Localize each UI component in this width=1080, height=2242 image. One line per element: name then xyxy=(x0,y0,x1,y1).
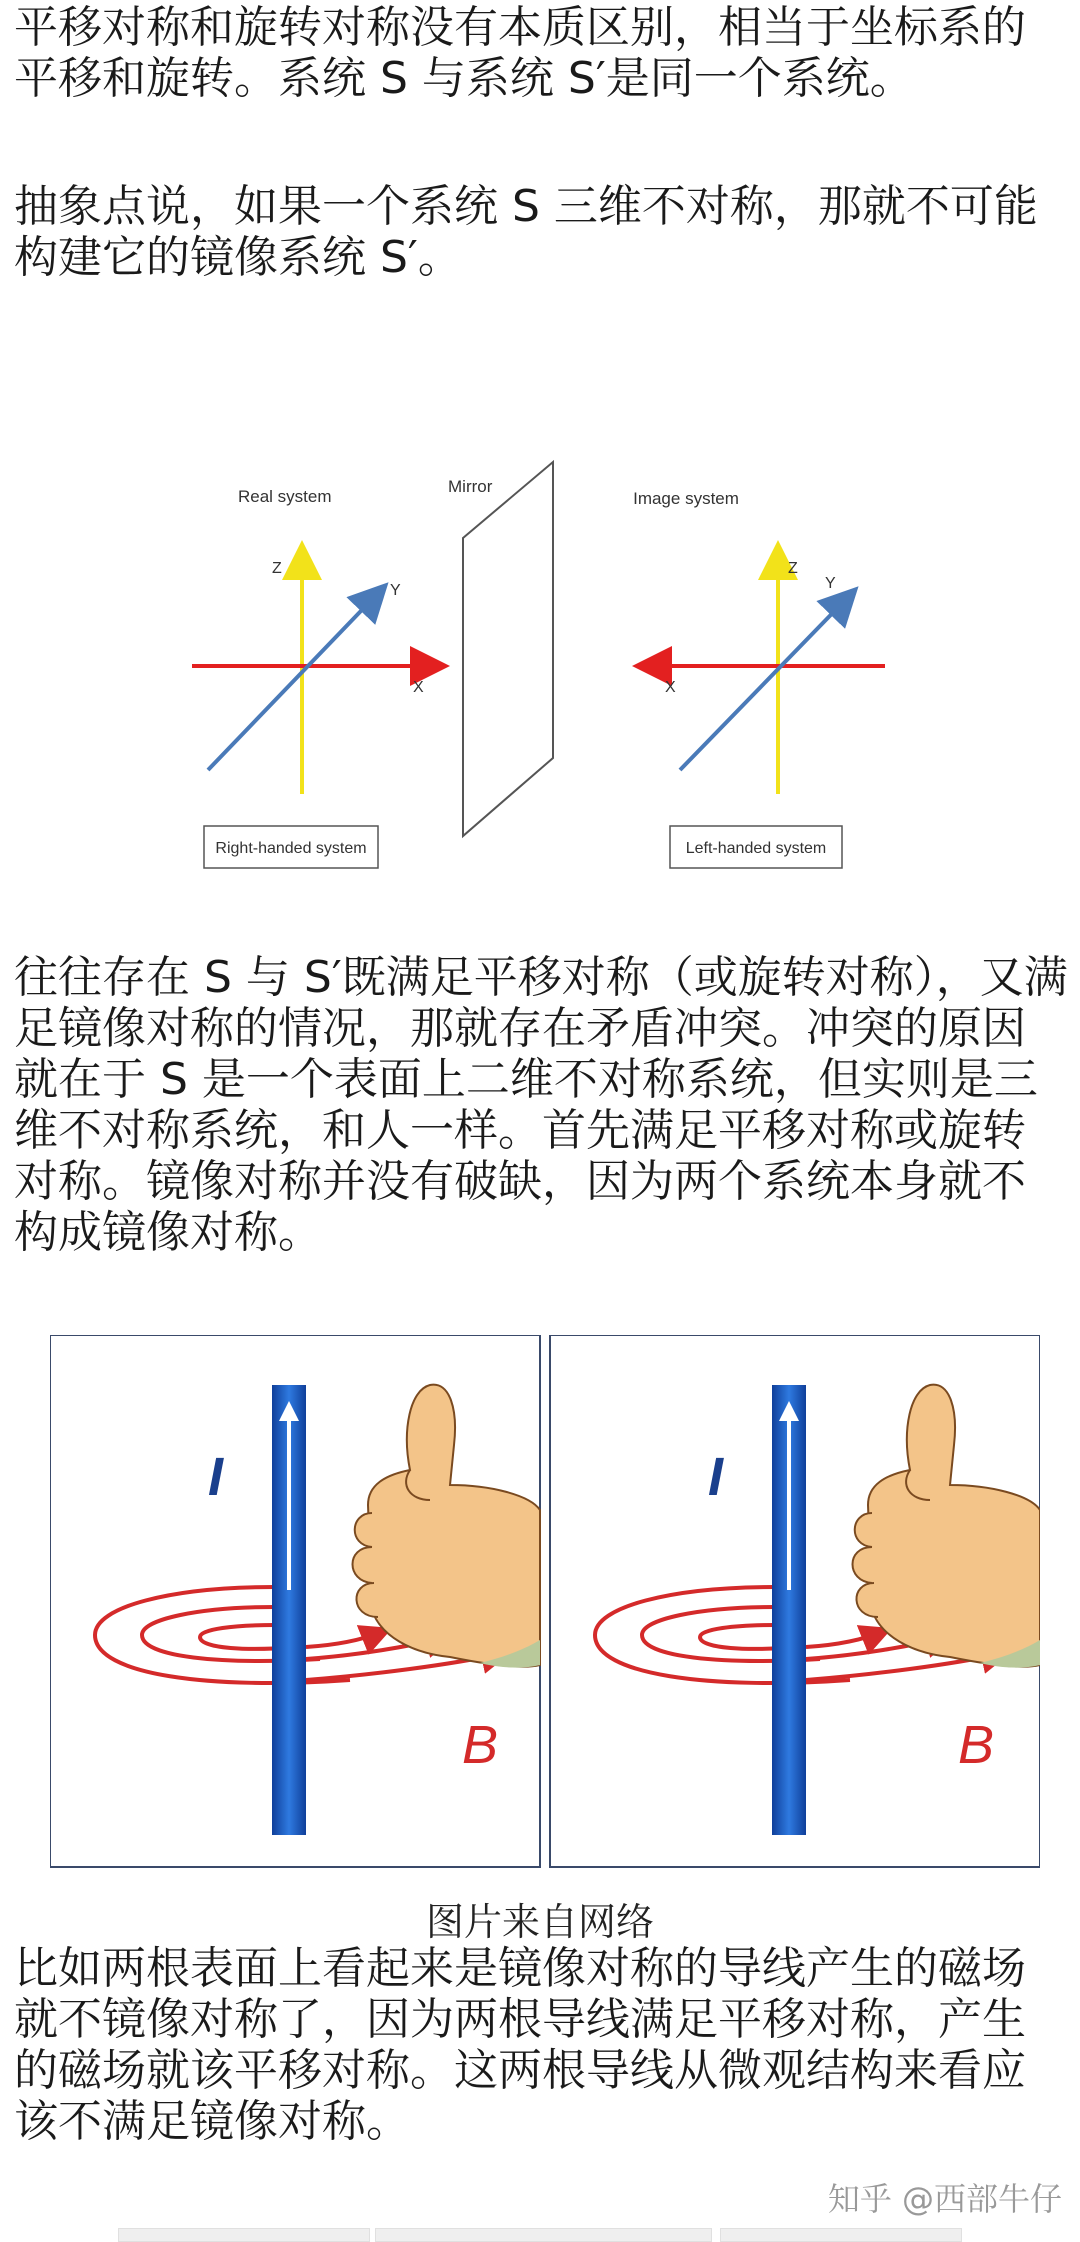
image-system-label: Image system xyxy=(633,489,739,508)
text-line: 对称。镜像对称并没有破缺，因为两个系统本身就不 xyxy=(14,1156,1026,1207)
current-label-right: I xyxy=(708,1447,724,1507)
mirror-symmetry-diagram xyxy=(180,440,900,880)
image-z-label: Z xyxy=(788,560,798,577)
real-y-axis xyxy=(208,588,383,770)
left-handed-label: Left-handed system xyxy=(685,840,827,857)
text-line: 维不对称系统，和人一样。首先满足平移对称或旋转 xyxy=(14,1105,1026,1156)
real-y-label: Y xyxy=(390,582,401,599)
text-line: 的磁场就该平移对称。这两根导线从微观结构来看应 xyxy=(14,2045,1026,2096)
text-line: 足镜像对称的情况，那就存在矛盾冲突。冲突的原因 xyxy=(14,1003,1026,1054)
field-label-right: B xyxy=(958,1715,995,1775)
image-caption: 图片来自网络 xyxy=(425,1900,654,1944)
text-line: 该不满足镜像对称。 xyxy=(14,2096,410,2147)
wire-panel-left xyxy=(50,1335,540,1867)
text-line: 构成镜像对称。 xyxy=(14,1207,322,1258)
wire-panel-right xyxy=(550,1335,1040,1867)
paragraph-3 xyxy=(14,952,1074,1258)
image-y-label: Y xyxy=(825,575,836,592)
real-system-label: Real system xyxy=(238,487,332,506)
text-line: 平移和旋转。系统 S 与系统 S′是同一个系统。 xyxy=(14,53,914,104)
text-line: 就不镜像对称了，因为两根导线满足平移对称，产生 xyxy=(14,1994,1026,2045)
text-line: 平移对称和旋转对称没有本质区别，相当于坐标系的 xyxy=(14,2,1026,53)
zhihu-watermark: 知乎 @西部牛仔 xyxy=(827,2180,1062,2218)
paragraph-1 xyxy=(14,2,1074,104)
wire-magnetic-field-diagram xyxy=(50,1335,1040,1875)
paragraph-2 xyxy=(14,181,1074,283)
paragraph-4 xyxy=(14,1943,1074,2147)
text-line: 往往存在 S 与 S′既满足平移对称（或旋转对称），又满 xyxy=(14,952,1068,1003)
text-line: 比如两根表面上看起来是镜像对称的导线产生的磁场 xyxy=(14,1943,1026,1994)
current-label-left: I xyxy=(208,1447,224,1507)
text-line: 抽象点说，如果一个系统 S 三维不对称，那就不可能 xyxy=(14,181,1038,232)
text-line: 构建它的镜像系统 S′。 xyxy=(14,232,462,283)
image-y-axis xyxy=(680,592,853,770)
mirror-plane xyxy=(463,462,553,836)
mirror-label: Mirror xyxy=(448,477,493,496)
field-label-left: B xyxy=(462,1715,499,1775)
real-x-label: X xyxy=(413,679,424,696)
right-handed-label: Right-handed system xyxy=(215,840,367,857)
real-z-label: Z xyxy=(272,560,282,577)
text-line: 就在于 S 是一个表面上二维不对称系统，但实则是三 xyxy=(14,1054,1038,1105)
image-x-label: X xyxy=(665,679,676,696)
